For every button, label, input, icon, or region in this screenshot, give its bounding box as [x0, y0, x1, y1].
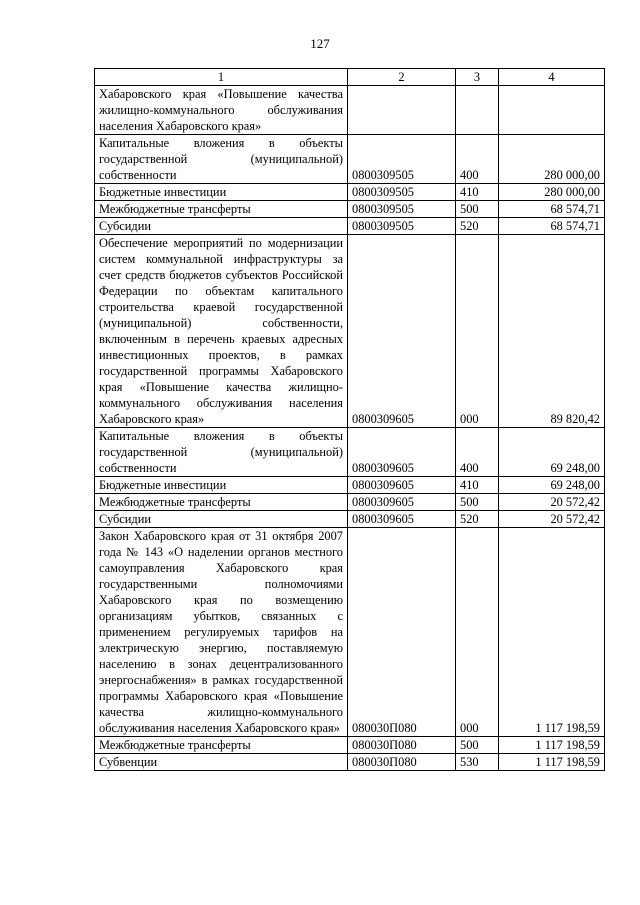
- row-target-code: 080030П080: [348, 754, 456, 771]
- row-target-code: 0800309505: [348, 135, 456, 184]
- header-col-1: 1: [95, 69, 348, 86]
- row-target-code: 0800309505: [348, 184, 456, 201]
- header-col-2: 2: [348, 69, 456, 86]
- row-amount: 68 574,71: [499, 218, 605, 235]
- row-expense-type: 000: [456, 235, 499, 428]
- row-expense-type: 500: [456, 494, 499, 511]
- row-description: Субсидии: [95, 511, 348, 528]
- row-expense-type: 410: [456, 184, 499, 201]
- row-amount: 280 000,00: [499, 184, 605, 201]
- row-amount: 69 248,00: [499, 428, 605, 477]
- table-row: [95, 184, 605, 201]
- table-row: [95, 218, 605, 235]
- table-row: [95, 494, 605, 511]
- row-expense-type: 410: [456, 477, 499, 494]
- row-target-code: 0800309605: [348, 428, 456, 477]
- row-expense-type: 520: [456, 511, 499, 528]
- row-description: Субсидии: [95, 218, 348, 235]
- table-row: [95, 528, 605, 737]
- row-expense-type: 500: [456, 201, 499, 218]
- row-description: Межбюджетные трансферты: [95, 737, 348, 754]
- row-target-code: 0800309505: [348, 218, 456, 235]
- table-row: [95, 477, 605, 494]
- header-row: [95, 69, 605, 86]
- row-amount: 68 574,71: [499, 201, 605, 218]
- row-amount: 1 117 198,59: [499, 754, 605, 771]
- row-amount: 280 000,00: [499, 135, 605, 184]
- row-description: Капитальные вложения в объекты государственной (муниципальной) собственности: [95, 428, 348, 477]
- row-description: Межбюджетные трансферты: [95, 201, 348, 218]
- table-row: [95, 201, 605, 218]
- table-row: [95, 235, 605, 428]
- row-target-code: 0800309505: [348, 201, 456, 218]
- header-col-3: 3: [456, 69, 499, 86]
- header-col-4: 4: [499, 69, 605, 86]
- row-expense-type: 000: [456, 528, 499, 737]
- row-expense-type: 530: [456, 754, 499, 771]
- row-expense-type: 520: [456, 218, 499, 235]
- row-target-code: 0800309605: [348, 235, 456, 428]
- row-expense-type: 400: [456, 428, 499, 477]
- row-target-code: [348, 86, 456, 135]
- table-row: [95, 428, 605, 477]
- row-target-code: 0800309605: [348, 511, 456, 528]
- row-expense-type: [456, 86, 499, 135]
- row-target-code: 080030П080: [348, 737, 456, 754]
- table-row: [95, 737, 605, 754]
- row-description: Закон Хабаровского края от 31 октября 2007 года № 143 «О наделении органов местного самоуправления Хабаровского края государственными полномочиями Хабаровского края по возмещению организациям убытков, связанных с применением регулируемых тарифов на электрическую энергию, поставляемую населению в зонах децентрализованного энергоснабжения» в рамках государственной программы Хабаровского края «Повышение качества жилищно-коммунального обслуживания населения Хабаровского края»: [95, 528, 348, 737]
- row-amount: 20 572,42: [499, 511, 605, 528]
- row-description: Капитальные вложения в объекты государственной (муниципальной) собственности: [95, 135, 348, 184]
- row-target-code: 0800309605: [348, 494, 456, 511]
- row-expense-type: 500: [456, 737, 499, 754]
- page-number: 127: [310, 36, 330, 51]
- budget-table: [94, 68, 605, 771]
- table-row: [95, 511, 605, 528]
- row-description: Бюджетные инвестиции: [95, 477, 348, 494]
- row-target-code: 080030П080: [348, 528, 456, 737]
- row-description: Межбюджетные трансферты: [95, 494, 348, 511]
- row-target-code: 0800309605: [348, 477, 456, 494]
- table-row: [95, 754, 605, 771]
- table-row: [95, 86, 605, 135]
- row-description: Обеспечение мероприятий по модернизации систем коммунальной инфраструктуры за счет средств бюджетов субъектов Российской Федерации по объектам капитального строительства краевой государственной (муниципальной) собственности, включенным в перечень краевых адресных инвестиционных проектов, в рамках государственной программы Хабаровского края «Повышение качества жилищно-коммунального обслуживания населения Хабаровского края»: [95, 235, 348, 428]
- row-amount: 69 248,00: [499, 477, 605, 494]
- row-description: Хабаровского края «Повышение качества жилищно-коммунального обслуживания населения Хабаровского края»: [95, 86, 348, 135]
- row-description: Субвенции: [95, 754, 348, 771]
- row-description: Бюджетные инвестиции: [95, 184, 348, 201]
- row-expense-type: 400: [456, 135, 499, 184]
- row-amount: 1 117 198,59: [499, 528, 605, 737]
- row-amount: 89 820,42: [499, 235, 605, 428]
- row-amount: [499, 86, 605, 135]
- row-amount: 1 117 198,59: [499, 737, 605, 754]
- row-amount: 20 572,42: [499, 494, 605, 511]
- table-row: [95, 135, 605, 184]
